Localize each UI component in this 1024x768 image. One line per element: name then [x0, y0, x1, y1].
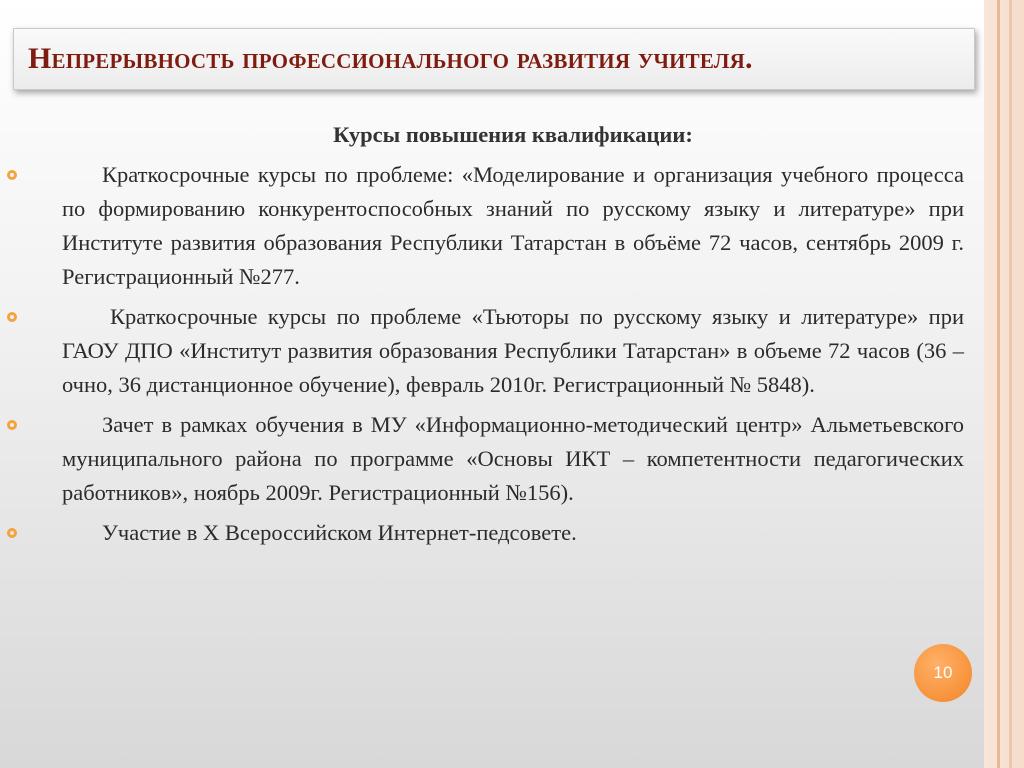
bullet-circle-icon [7, 420, 17, 430]
list-item [62, 300, 964, 402]
list-item-text: Краткосрочные курсы по проблеме: «Моделирование и организация учебного процесса по формированию конкурентоспособных знаний по русскому языку и литературе» при Институте развития образования Республики Татарстан в объёме 72 часов, сентябрь 2009 г. Регистрационный №277. [62, 162, 964, 289]
bullet-circle-icon [7, 528, 17, 538]
slide-content [62, 118, 964, 556]
section-subtitle [62, 118, 964, 152]
list-item [62, 408, 964, 510]
decorative-side-band [984, 0, 1024, 768]
section-subtitle-text: Курсы повышения квалификации [333, 122, 686, 147]
list-item-text: Участие в Х Всероссийском Интернет-педсовете. [102, 520, 577, 545]
list-item [62, 516, 964, 550]
list-item-text: Зачет в рамках обучения в МУ «Информационно-методический центр» Альметьевского муниципального района по программе «Основы ИКТ – компетентности педагогических работников», ноябрь 2009г. Регистрационный №156). [62, 412, 964, 505]
decorative-side-line [997, 0, 1000, 768]
list-item [62, 158, 964, 294]
section-subtitle-colon: : [685, 122, 693, 147]
bullet-circle-icon [7, 170, 17, 180]
page-number-badge: 10 [914, 644, 972, 702]
bullet-circle-icon [7, 312, 17, 322]
page-title: Непрерывность профессионального развития учителя. [28, 42, 753, 75]
list-item-text: Краткосрочные курсы по проблеме «Тьюторы по русскому языку и литературе» при ГАОУ ДПО «Институт развития образования Республики Татарстан» в объеме 72 часов (36 – очно, 36 дистанционное обучение), февраль 2010г. Регистрационный № 5848). [62, 304, 964, 397]
decorative-side-line [1009, 0, 1012, 768]
title-bar [13, 28, 975, 90]
